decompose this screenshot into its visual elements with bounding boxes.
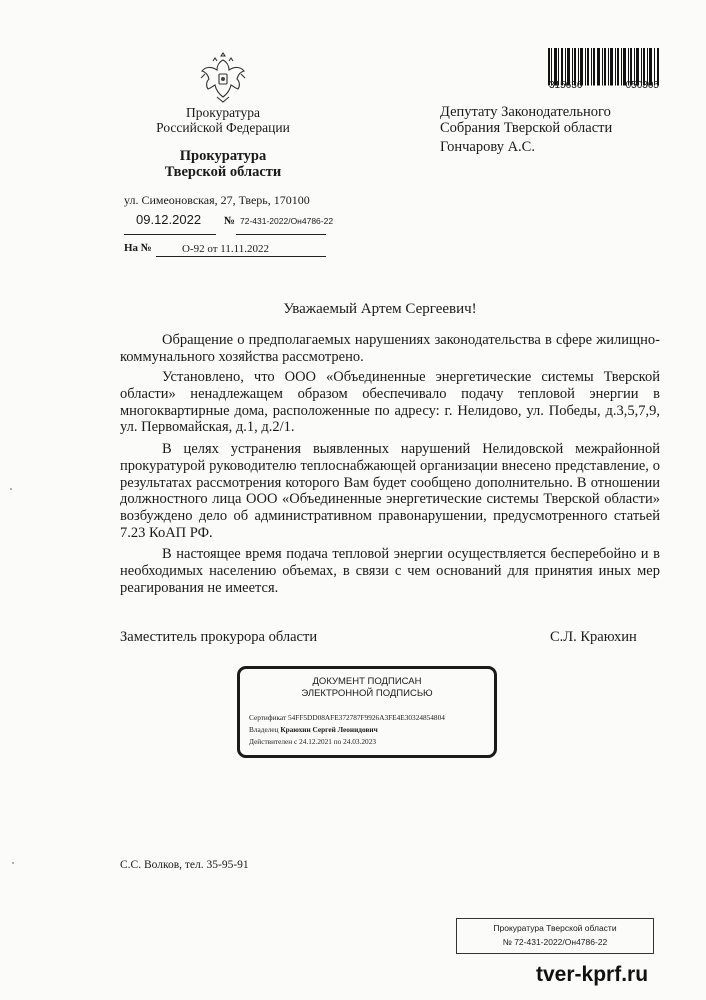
owner-label: Владелец [249, 725, 279, 734]
sender-office [120, 148, 326, 180]
scan-speck [12, 862, 14, 864]
stamp-title [240, 676, 494, 700]
stamp-certificate [249, 713, 445, 722]
valid-from: 24.12.2021 [299, 737, 332, 746]
owner-value: Краюхин Сергей Леонидович [280, 725, 378, 734]
reply-to-value: О-92 от 11.11.2022 [182, 243, 269, 255]
letter-date: 09.12.2022 [136, 212, 202, 227]
sender-office-line2: Тверской области [164, 164, 282, 180]
stamp-title-line1: ДОКУМЕНТ ПОДПИСАН [312, 676, 422, 687]
outgoing-number: 72-431-2022/Он4786-22 [240, 216, 334, 226]
sender-org [120, 105, 326, 135]
signer-title: Заместитель прокурора области [120, 629, 318, 645]
reply-to-label: На № [124, 242, 152, 254]
barcode-left-digits: 315636 [549, 80, 583, 91]
barcode-right-digits: 050305 [625, 80, 659, 91]
sender-address: ул. Симеоновская, 27, Тверь, 170100 [124, 193, 310, 207]
registration-stamp [456, 918, 654, 954]
number-label: № [224, 215, 236, 227]
reply-to-underline [156, 256, 326, 257]
electronic-signature-stamp [237, 666, 497, 758]
paragraph: В целях устранения выявленных нарушений Нелидовской межрайонной прокуратурой руководителю теплоснабжающей организации внесено представление, о результатах рассмотрения которого Вам будет сообщено дополнительно. В отношении должностного лица ООО «Объединенные энергетические системы Тверской области» возбуждено дело об административном правонарушении, предусмотренного статьей 7.23 КоАП РФ. [120, 441, 660, 541]
certificate-label: Сертификат [249, 713, 287, 722]
sender-org-line1: Прокуратура [186, 105, 260, 120]
recipient-line1: Депутату Законодательного [440, 104, 611, 120]
valid-label: Действителен с [249, 737, 298, 746]
executor-contact: С.С. Волков, тел. 35-95-91 [120, 859, 249, 871]
recipient-name: Гончарову А.С. [440, 139, 535, 155]
sender-office-line1: Прокуратура [179, 148, 267, 164]
barcode-digits [549, 80, 659, 91]
salutation: Уважаемый Артем Сергеевич! [283, 301, 477, 317]
registration-stamp-org: Прокуратура Тверской области [493, 923, 617, 933]
double-headed-eagle-emblem-icon [197, 52, 249, 104]
valid-to: 24.03.2023 [343, 737, 376, 746]
registration-stamp-number: № 72-431-2022/Он4786-22 [502, 937, 608, 947]
watermark: tver-kprf.ru [536, 963, 649, 986]
scan-speck [10, 488, 12, 490]
paragraph: В настоящее время подача тепловой энергии осуществляется бесперебойно и в необходимых населению объемах, в связи с чем оснований для принятия иных мер реагирования не имеется. [120, 546, 660, 596]
stamp-owner [249, 725, 378, 734]
sender-org-line2: Российской Федерации [156, 120, 290, 135]
certificate-value: 54FF5DD08AFE372787F9926A3FE4E30324854804 [287, 713, 445, 722]
paragraph: Установлено, что ООО «Объединенные энергетические системы Тверской области» ненадлежащем образом обеспечивало подачу тепловой энергии в многоквартирные дома, расположенные по адресу: г. Нелидово, ул. Победы, д.3,5,7,9, ул. Первомайская, д.1, д.2/1. [120, 369, 660, 436]
paragraph: Обращение о предполагаемых нарушениях законодательства в сфере жилищно-коммунального хозяйства рассмотрено. [120, 332, 660, 365]
signer-name: С.Л. Краюхин [550, 629, 637, 645]
stamp-validity [249, 737, 376, 746]
recipient-line2: Собрания Тверской области [440, 120, 613, 136]
date-underline [124, 234, 216, 235]
number-underline [236, 234, 326, 235]
recipient-position [440, 104, 680, 136]
stamp-title-line2: ЭЛЕКТРОННОЙ ПОДПИСЬЮ [301, 688, 433, 699]
valid-to-label: по [333, 737, 342, 746]
